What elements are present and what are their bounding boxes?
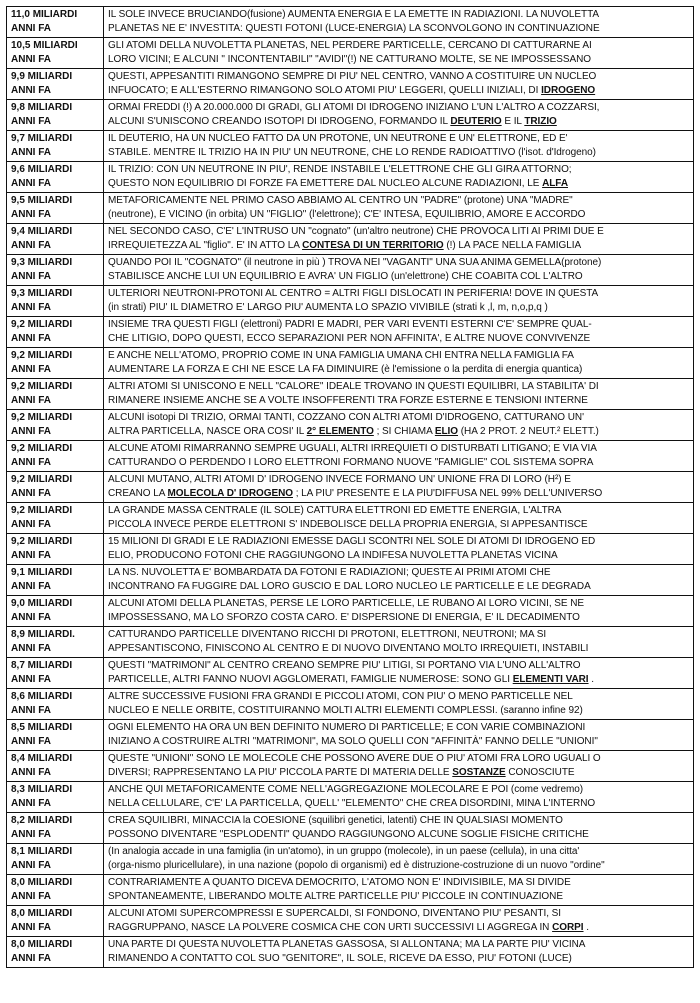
era-cell (7, 348, 104, 379)
description-line-2 (108, 735, 689, 749)
description-text: ; LA PIU' PRESENTE E LA PIU'DIFFUSA NEL 99% DELL'UNIVERSO (295, 488, 603, 499)
description-text: CATTURANDO O PERDENDO I LORO ELETTRONI FORMANO NUOVE "FAMIGLIE" COL SISTEMA SOPRA (108, 457, 594, 468)
era-unit: ANNI FA (11, 674, 51, 685)
description-text: E IL (504, 116, 522, 127)
description-line-1: OGNI ELEMENTO HA ORA UN BEN DEFINITO NUMERO DI PARTICELLE; E CON VARIE COMBINAZIONI (108, 722, 586, 733)
era-value: 9,0 MILIARDI (11, 598, 73, 609)
era-cell (7, 472, 104, 503)
description-line-2 (108, 673, 689, 687)
description-cell (104, 410, 694, 441)
description-line-2 (108, 332, 689, 346)
description-text: ALCUNI S'UNISCONO CREANDO ISOTOPI DI IDROGENO, FORMANDO IL (108, 116, 448, 127)
era-cell (7, 255, 104, 286)
description-text: LORO VICINI; E ALCUNI " INCONTENTABILI" "AVIDI"(!) NE CATTURANO MOLTE, SE NE IMPOSSESSANO (108, 54, 591, 65)
description-line-1: CREA SQUILIBRI, MINACCIA la COESIONE (squilibri genetici, latenti) CHE IN QUALSIASI MOMENTO (108, 815, 563, 826)
description-cell (104, 658, 694, 689)
era-unit: ANNI FA (11, 457, 51, 468)
era-value: 8,7 MILIARDI (11, 660, 73, 671)
era-cell (7, 100, 104, 131)
timeline-row (7, 844, 694, 875)
era-cell (7, 379, 104, 410)
description-text: (!) LA PACE NELLA FAMIGLIA (446, 240, 582, 251)
era-unit: ANNI FA (11, 116, 51, 127)
era-value: 9,5 MILIARDI (11, 195, 73, 206)
description-text: STABILISCE ANCHE LUI UN EQUILIBRIO E AVRA' UN FIGLIO (un'elettrone) CHE COABITA COL L'ALTRO (108, 271, 583, 282)
timeline-row (7, 379, 694, 410)
description-text: (HA 2 PROT. 2 NEUT.² ELETT.) (460, 426, 599, 437)
era-value: 9,1 MILIARDI (11, 567, 73, 578)
description-line-2 (108, 921, 689, 935)
description-cell (104, 906, 694, 937)
description-cell (104, 472, 694, 503)
timeline-row (7, 162, 694, 193)
description-line-2 (108, 208, 689, 222)
description-line-2 (108, 518, 689, 532)
era-unit: ANNI FA (11, 85, 51, 96)
description-text: STABILE. MENTRE IL TRIZIO HA IN PIU' UN NEUTRONE, CHE LO RENDE RADIOATTIVO (l'isot. d'Idrogeno) (108, 147, 596, 158)
description-line-1: ALCUNE ATOMI RIMARRANNO SEMPRE UGUALI, ALTRI IRREQUIETI O DISTURBATI LITIGANO; E VIA VIA (108, 443, 597, 454)
keyword: MOLECOLA D' IDROGENO (167, 488, 293, 499)
description-text: CHE LITIGIO, DOPO QUESTI, ECCO SEPARAZIONI PER NON AFFINITA', E ALTRE NUOVE CONVIVENZE (108, 333, 591, 344)
description-line-2 (108, 828, 689, 842)
description-line-1: QUESTI "MATRIMONI" AL CENTRO CREANO SEMPRE PIU' LITIGI, SI PORTANO VIA L'UNO ALL'ALTRO (108, 660, 581, 671)
keyword: ALFA (542, 178, 568, 189)
timeline-row (7, 286, 694, 317)
description-cell (104, 627, 694, 658)
era-cell (7, 534, 104, 565)
era-unit: ANNI FA (11, 519, 51, 530)
era-unit: ANNI FA (11, 23, 51, 34)
era-cell (7, 720, 104, 751)
description-cell (104, 937, 694, 968)
description-line-1: ALTRE SUCCESSIVE FUSIONI FRA GRANDI E PICCOLI ATOMI, CON PIU' O MENO PARTICELLE NEL (108, 691, 573, 702)
description-line-1: ULTERIORI NEUTRONI-PROTONI AL CENTRO = ALTRI FIGLI DISLOCATI IN PERIFERIA! DOVE IN QUESTA (108, 288, 599, 299)
timeline-row (7, 782, 694, 813)
description-line-2 (108, 487, 689, 501)
timeline-row (7, 193, 694, 224)
description-line-2 (108, 704, 689, 718)
description-text: RIMANERE INSIEME ANCHE SE A VOLTE INSOFFERENTI TRA FORZE ESTERNE E TENSIONI INTERNE (108, 395, 588, 406)
era-value: 9,7 MILIARDI (11, 133, 73, 144)
timeline-row (7, 348, 694, 379)
description-text: ELIO, PRODUCONO FOTONI CHE RAGGIUNGONO LA INDIFESA NUVOLETTA PLANETAS VICINA (108, 550, 558, 561)
timeline-row (7, 503, 694, 534)
description-line-2 (108, 549, 689, 563)
timeline-row (7, 69, 694, 100)
era-value: 8,0 MILIARDI (11, 939, 73, 950)
description-line-1: (In analogia accade in una famiglia (in un'atomo), in un gruppo (molecole), in un paese (cellula), in una citta' (108, 846, 580, 857)
era-cell (7, 7, 104, 38)
era-unit: ANNI FA (11, 767, 51, 778)
description-line-1: ANCHE QUI METAFORICAMENTE COME NELL'AGGREGAZIONE MOLECOLARE E POI (come vedremo) (108, 784, 584, 795)
description-line-1: ORMAI FREDDI (!) A 20.000.000 DI GRADI, GLI ATOMI DI IDROGENO INIZIANO L'UN L'ALTRO A COZZARSI, (108, 102, 600, 113)
timeline-row (7, 224, 694, 255)
description-line-1: NEL SECONDO CASO, C'E' L'INTRUSO UN "cognato" (un'altro neutrone) CHE PROVOCA LITI AI PRIMI DUE E (108, 226, 604, 237)
description-cell (104, 7, 694, 38)
timeline-row (7, 689, 694, 720)
description-text: ALTRA PARTICELLA, NASCE ORA COSI' IL (108, 426, 304, 437)
description-cell (104, 193, 694, 224)
keyword: DEUTERIO (450, 116, 502, 127)
era-cell (7, 224, 104, 255)
era-value: 9,2 MILIARDI (11, 505, 73, 516)
description-cell (104, 224, 694, 255)
description-cell (104, 813, 694, 844)
description-line-2 (108, 890, 689, 904)
description-line-1: GLI ATOMI DELLA NUVOLETTA PLANETAS, NEL PERDERE PARTICELLE, CERCANO DI CATTURARNE AI (108, 40, 592, 51)
description-cell (104, 255, 694, 286)
timeline-row (7, 7, 694, 38)
keyword: SOSTANZE (452, 767, 506, 778)
description-cell (104, 379, 694, 410)
timeline-row (7, 658, 694, 689)
timeline-row (7, 906, 694, 937)
timeline-row (7, 410, 694, 441)
description-text: . (586, 922, 589, 933)
description-text: SPONTANEAMENTE, LIBERANDO MOLTE ALTRE PARTICELLE PIU' PICCOLE IN CONTINUAZIONE (108, 891, 563, 902)
era-unit: ANNI FA (11, 488, 51, 499)
description-line-1: ALCUNI isotopi DI TRIZIO, ORMAI TANTI, COZZANO CON ALTRI ATOMI D'IDROGENO, CATTURANO UN' (108, 412, 584, 423)
era-value: 10,5 MILIARDI (11, 40, 78, 51)
description-text: IRREQUIETEZZA AL "figlio". E' IN ATTO LA (108, 240, 300, 251)
description-text: (orga-nismo pluricellulare), in una nazione (popolo di organismi) ed è distruzione-costruzione di un nuovo "ordine" (108, 860, 605, 871)
description-text: IMPOSSESSANO, MA LO SFORZO COSTA CARO. E' DISPERSIONE DI ENERGIA, E' IL DECADIMENTO (108, 612, 580, 623)
era-value: 9,2 MILIARDI (11, 474, 73, 485)
era-unit: ANNI FA (11, 209, 51, 220)
description-cell (104, 565, 694, 596)
era-cell (7, 565, 104, 596)
description-text: POSSONO DIVENTARE "ESPLODENTI" QUANDO RAGGIUNGONO ALCUNE SOGLIE FISICHE CRITICHE (108, 829, 589, 840)
era-unit: ANNI FA (11, 550, 51, 561)
era-value: 9,2 MILIARDI (11, 381, 73, 392)
description-line-1: ALCUNI ATOMI SUPERCOMPRESSI E SUPERCALDI, SI FONDONO, DIVENTANO PIU' PESANTI, SI (108, 908, 561, 919)
era-cell (7, 627, 104, 658)
description-line-2 (108, 797, 689, 811)
description-line-1: UNA PARTE DI QUESTA NUVOLETTA PLANETAS GASSOSA, SI ALLONTANA; MA LA PARTE PIU' VICINA (108, 939, 586, 950)
description-text: INIZIANO A COSTRUIRE ALTRI "MATRIMONI", MA SOLO QUELLI CON "AFFINITÀ" FANNO DELLE "UNIONI" (108, 736, 598, 747)
era-value: 9,3 MILIARDI (11, 257, 73, 268)
description-text: QUESTO NON EQUILIBRIO DI FORZE FA EMETTERE DAL NUCLEO ALCUNE RADIAZIONI, LE (108, 178, 540, 189)
timeline-row (7, 472, 694, 503)
description-text: PICCOLA INVECE PERDE ELETTRONI S' INDEBOLISCE DELLA PROPRIA ENERGIA, SI APPESANTISCE (108, 519, 588, 530)
description-cell (104, 131, 694, 162)
timeline-row (7, 565, 694, 596)
description-text: DIVERSI; RAPPRESENTANO LA PIU' PICCOLA PARTE DI MATERIA DELLE (108, 767, 450, 778)
era-value: 8,0 MILIARDI (11, 908, 73, 919)
description-cell (104, 751, 694, 782)
description-cell (104, 38, 694, 69)
description-line-1: IL TRIZIO: CON UN NEUTRONE IN PIU', RENDE INSTABILE L'ELETTRONE CHE GLI GIRA ATTORNO; (108, 164, 572, 175)
description-text: RIMANENDO A CONTATTO COL SUO "GENITORE", IL SOLE, RICEVE DA ESSO, PIU' FOTONI (LUCE) (108, 953, 572, 964)
description-text: CONOSCIUTE (508, 767, 575, 778)
era-cell (7, 782, 104, 813)
description-line-1: IL SOLE INVECE BRUCIANDO(fusione) AUMENTA ENERGIA E LA EMETTE IN RADIAZIONI. LA NUVOLETTA (108, 9, 600, 20)
era-value: 9,2 MILIARDI (11, 443, 73, 454)
timeline-table (6, 6, 694, 968)
era-cell (7, 937, 104, 968)
description-cell (104, 720, 694, 751)
description-line-1: CONTRARIAMENTE A QUANTO DICEVA DEMOCRITO, L'ATOMO NON E' INDIVISIBILE, MA SI DIVIDE (108, 877, 571, 888)
era-cell (7, 596, 104, 627)
timeline-row (7, 937, 694, 968)
era-cell (7, 69, 104, 100)
description-line-2 (108, 766, 689, 780)
era-value: 9,2 MILIARDI (11, 412, 73, 423)
description-line-1: INSIEME TRA QUESTI FIGLI (elettroni) PADRI E MADRI, PER VARI EVENTI ESTERNI C'E' SEMPRE QUAL- (108, 319, 592, 330)
era-unit: ANNI FA (11, 612, 51, 623)
era-cell (7, 906, 104, 937)
era-unit: ANNI FA (11, 581, 51, 592)
description-line-2 (108, 270, 689, 284)
description-line-2 (108, 611, 689, 625)
description-cell (104, 317, 694, 348)
era-cell (7, 751, 104, 782)
description-line-2 (108, 952, 689, 966)
description-text: INCONTRANO FA FUGGIRE DAL LORO GUSCIO E DAL LORO NUCLEO LE PARTICELLE E LE DEGRADA (108, 581, 591, 592)
timeline-row (7, 813, 694, 844)
era-value: 9,8 MILIARDI (11, 102, 73, 113)
description-cell (104, 875, 694, 906)
era-value: 8,1 MILIARDI (11, 846, 73, 857)
description-line-1: ALCUNI ATOMI DELLA PLANETAS, PERSE LE LORO PARTICELLE, LE RUBANO AI LORO VICINI, SE NE (108, 598, 585, 609)
era-unit: ANNI FA (11, 271, 51, 282)
description-cell (104, 689, 694, 720)
era-cell (7, 813, 104, 844)
timeline-row (7, 317, 694, 348)
era-cell (7, 689, 104, 720)
era-cell (7, 193, 104, 224)
description-cell (104, 286, 694, 317)
description-line-2 (108, 301, 689, 315)
era-cell (7, 844, 104, 875)
era-cell (7, 286, 104, 317)
keyword: IDROGENO (541, 85, 596, 96)
timeline-row (7, 441, 694, 472)
era-unit: ANNI FA (11, 705, 51, 716)
era-cell (7, 131, 104, 162)
timeline-row (7, 38, 694, 69)
era-value: 8,2 MILIARDI (11, 815, 73, 826)
description-text: RAGGRUPPANO, NASCE LA POLVERE COSMICA CHE CON URTI SUCCESSIVI LI AGGREGA IN (108, 922, 550, 933)
keyword: ELEMENTI VARI (512, 674, 589, 685)
description-line-1: ALTRI ATOMI SI UNISCONO E NELL "CALORE" IDEALE TROVANO IN QUESTI EQUILIBRI, LA STABILITA' DI (108, 381, 599, 392)
timeline-row (7, 627, 694, 658)
description-line-1: IL DEUTERIO, HA UN NUCLEO FATTO DA UN PROTONE, UN NEUTRONE E UN' ELETTRONE, ED E' (108, 133, 568, 144)
description-text: PLANETAS NE E' INVESTITA: QUESTI FOTONI (LUCE-ENERGIA) LA SCONVOLGONO IN CONTINUAZIONE (108, 23, 600, 34)
description-cell (104, 534, 694, 565)
description-line-2 (108, 363, 689, 377)
timeline-row (7, 255, 694, 286)
era-value: 8,3 MILIARDI (11, 784, 73, 795)
description-text: (in strati) PIU' IL DIAMETRO E' LARGO PIU' AUMENTA LO SPAZIO VIVIBILE (strati k ,l, m, n,o,p,q ) (108, 302, 548, 313)
description-cell (104, 782, 694, 813)
description-line-2 (108, 642, 689, 656)
era-value: 9,2 MILIARDI (11, 536, 73, 547)
description-line-2 (108, 84, 689, 98)
description-text: NUCLEO E NELLE ORBITE, COSTITUIRANNO MOLTI ALTRI ELEMENTI COMPLESSI. (saranno infine 92) (108, 705, 583, 716)
era-unit: ANNI FA (11, 922, 51, 933)
description-line-1: QUESTE "UNIONI" SONO LE MOLECOLE CHE POSSONO AVERE DUE O PIU' ATOMI FRA LORO UGUALI O (108, 753, 601, 764)
description-cell (104, 503, 694, 534)
timeline-row (7, 596, 694, 627)
era-unit: ANNI FA (11, 302, 51, 313)
timeline-row (7, 131, 694, 162)
era-cell (7, 441, 104, 472)
keyword: ELIO (434, 426, 459, 437)
keyword: CORPI (552, 922, 584, 933)
era-unit: ANNI FA (11, 643, 51, 654)
timeline-document (6, 6, 694, 968)
description-line-2 (108, 580, 689, 594)
description-line-2 (108, 177, 689, 191)
description-line-2 (108, 859, 689, 873)
description-line-2 (108, 53, 689, 67)
era-value: 9,6 MILIARDI (11, 164, 73, 175)
era-value: 8,5 MILIARDI (11, 722, 73, 733)
description-text: APPESANTISCONO, FINISCONO AL CENTRO E DI NUOVO DIVENTANO MOLTO IRREQUIETI, INSTABILI (108, 643, 589, 654)
era-value: 8,6 MILIARDI (11, 691, 73, 702)
era-cell (7, 162, 104, 193)
description-line-1: QUESTI, APPESANTITI RIMANGONO SEMPRE DI PIU' NEL CENTRO, VANNO A COSTITUIRE UN NUCLEO (108, 71, 597, 82)
description-text: ; SI CHIAMA (376, 426, 433, 437)
era-cell (7, 317, 104, 348)
era-unit: ANNI FA (11, 54, 51, 65)
description-line-2 (108, 239, 689, 253)
era-unit: ANNI FA (11, 891, 51, 902)
era-unit: ANNI FA (11, 395, 51, 406)
description-line-1: ALCUNI MUTANO, ALTRI ATOMI D' IDROGENO INVECE FORMANO UN' UNIONE FRA DI LORO (H²) E (108, 474, 571, 485)
era-unit: ANNI FA (11, 147, 51, 158)
era-unit: ANNI FA (11, 798, 51, 809)
era-unit: ANNI FA (11, 364, 51, 375)
era-unit: ANNI FA (11, 860, 51, 871)
description-line-1: E ANCHE NELL'ATOMO, PROPRIO COME IN UNA FAMIGLIA UMANA CHI ENTRA NELLA FAMIGLIA FA (108, 350, 574, 361)
description-line-2 (108, 425, 689, 439)
era-cell (7, 503, 104, 534)
description-text: CREANO LA (108, 488, 165, 499)
era-unit: ANNI FA (11, 953, 51, 964)
timeline-body (7, 7, 694, 968)
description-line-1: LA NS. NUVOLETTA E' BOMBARDATA DA FOTONI E RADIAZIONI; QUESTE AI PRIMI ATOMI CHE (108, 567, 551, 578)
era-value: 9,2 MILIARDI (11, 350, 73, 361)
era-cell (7, 38, 104, 69)
era-unit: ANNI FA (11, 426, 51, 437)
era-value: 9,4 MILIARDI (11, 226, 73, 237)
description-line-2 (108, 456, 689, 470)
description-text: PARTICELLE, ALTRI FANNO NUOVI AGGLOMERATI, FAMIGLIE NUMEROSE: SONO GLI (108, 674, 510, 685)
description-line-1: METAFORICAMENTE NEL PRIMO CASO ABBIAMO AL CENTRO UN "PADRE" (protone) UNA "MADRE" (108, 195, 573, 206)
description-text: (neutrone), E VICINO (in orbita) UN "FIGLIO" (l'elettrone); C'E' INTESA, EQUILIBRIO, AMORE E ACCORDO (108, 209, 586, 220)
era-value: 9,9 MILIARDI (11, 71, 73, 82)
description-line-1: CATTURANDO PARTICELLE DIVENTANO RICCHI DI PROTONI, ELETTRONI, NEUTRONI; MA SI (108, 629, 547, 640)
description-cell (104, 844, 694, 875)
timeline-row (7, 534, 694, 565)
era-value: 11,0 MILIARDI (11, 9, 78, 20)
era-unit: ANNI FA (11, 736, 51, 747)
era-unit: ANNI FA (11, 240, 51, 251)
description-cell (104, 100, 694, 131)
era-unit: ANNI FA (11, 829, 51, 840)
era-value: 9,2 MILIARDI (11, 319, 73, 330)
era-value: 8,9 MILIARDI. (11, 629, 75, 640)
era-value: 9,3 MILIARDI (11, 288, 73, 299)
era-cell (7, 658, 104, 689)
description-text: AUMENTARE LA FORZA E CHI NE ESCE LA FA DIMINUIRE (è l'emissione o la perdita di energia quantica) (108, 364, 583, 375)
description-text: NELLA CELLULARE, C'E' LA PARTICELLA, QUELL' "ELEMENTO" CHE CREA DISORDINI, MINA L'INTERNO (108, 798, 596, 809)
description-cell (104, 162, 694, 193)
timeline-row (7, 100, 694, 131)
description-line-1: 15 MILIONI DI GRADI E LE RADIAZIONI EMESSE DAGLI SCONTRI NEL SOLE DI ATOMI DI IDROGENO ED (108, 536, 596, 547)
keyword: 2° ELEMENTO (306, 426, 374, 437)
description-line-1: LA GRANDE MASSA CENTRALE (IL SOLE) CATTURA ELETTRONI ED EMETTE ENERGIA, L'ALTRA (108, 505, 562, 516)
description-line-2 (108, 115, 689, 129)
description-cell (104, 348, 694, 379)
description-cell (104, 441, 694, 472)
description-line-2 (108, 146, 689, 160)
keyword: TRIZIO (524, 116, 557, 127)
era-cell (7, 875, 104, 906)
description-line-2 (108, 22, 689, 36)
keyword: CONTESA DI UN TERRITORIO (302, 240, 444, 251)
era-unit: ANNI FA (11, 333, 51, 344)
era-value: 8,4 MILIARDI (11, 753, 73, 764)
era-value: 8,0 MILIARDI (11, 877, 73, 888)
description-line-1: QUANDO POI IL "COGNATO" (il neutrone in più ) TROVA NEI "VAGANTI" UNA SUA ANIMA GEMELLA(protone) (108, 257, 602, 268)
description-cell (104, 596, 694, 627)
timeline-row (7, 751, 694, 782)
era-cell (7, 410, 104, 441)
era-unit: ANNI FA (11, 178, 51, 189)
description-cell (104, 69, 694, 100)
description-text: . (591, 674, 595, 685)
timeline-row (7, 720, 694, 751)
timeline-row (7, 875, 694, 906)
description-line-2 (108, 394, 689, 408)
description-text: INFUOCATO; E ALL'ESTERNO RIMANGONO SOLO ATOMI PIU' LEGGERI, QUELLI INIZIALI, DI (108, 85, 539, 96)
